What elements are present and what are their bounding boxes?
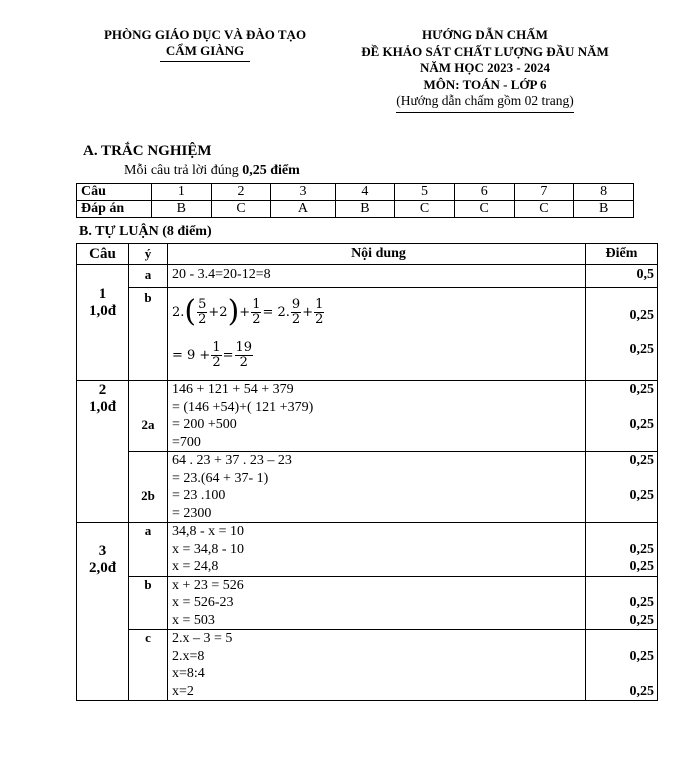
q3a-content [168,523,586,577]
q3a-line: 34,8 - x = 10 [172,524,245,539]
q2b-score-1: 0,25 [629,453,654,468]
q2b-label: 2b [129,452,168,523]
q3c-line: x=2 [172,683,194,699]
section-b-title: B. TỰ LUẬN (8 điểm) [79,224,212,239]
q3c-label: c [129,630,168,701]
q2b-line: = 2300 [172,505,212,521]
q2b-line: = 23 .100 [172,488,226,503]
q3a-score-1: 0,25 [629,541,654,557]
q3c-line: 2.x=8 [172,648,205,664]
q3a-line: x = 34,8 - 10 [172,541,245,557]
answer-label: Đáp án [77,201,152,218]
q2a-content [168,381,586,452]
q2a-line: =700 [172,434,201,450]
q3b-label: b [129,576,168,630]
q2-cell [77,381,129,523]
question-cell: 5 [395,184,455,201]
school-year: NĂM HỌC 2023 - 2024 [420,60,550,75]
q1a-label: a [129,265,168,288]
q3c-content [168,630,586,701]
question-cell: 1 [152,184,212,201]
q3a-line: x = 24,8 [172,559,219,574]
answer-cell: B [152,201,212,218]
section-a-title: A. TRẮC NGHIỆM [83,143,212,159]
q2-number: 2 [98,382,107,398]
q1b-label: b [129,288,168,381]
question-cell: 8 [574,184,634,201]
q1a-score: 0,5 [586,265,658,288]
question-cell: 3 [271,184,335,201]
district-name: CẨM GIÀNG [160,43,250,62]
q3-points: 2,0đ [88,560,117,576]
q3b-content [168,576,586,630]
answer-cell: B [335,201,395,218]
q2a-score-1: 0,25 [629,382,654,397]
doc-subtitle: ĐỀ KHẢO SÁT CHẤT LƯỢNG ĐẦU NĂM [361,43,609,59]
answer-cell: C [514,201,574,218]
q2b-content [168,452,586,523]
q1b-line1: 2. ( $\frac{5}{2}$ +2 ) + $\frac{1}{2}$ = 2. $\frac{9}{2}$ + $\frac{1}{2}$ [172,294,324,329]
q1a-content: 20 - 3.4=20-12=8 [168,265,586,288]
question-cell: 2 [211,184,271,201]
q1-cell [77,265,129,381]
question-cell: 7 [514,184,574,201]
q1b-score-1: 0,25 [629,308,654,323]
q2a-line: = 200 +500 [172,417,237,432]
q3b-score-2: 0,25 [629,612,654,628]
subject-grade: MÔN: TOÁN - LỚP 6 [423,76,547,92]
q3b-line: x + 23 = 526 [172,577,244,593]
page-note: (Hướng dẫn chấm gồm 02 trang) [396,93,574,113]
q3-cell [77,523,129,701]
q3c-line: 2.x – 3 = 5 [172,631,233,646]
q1b-score-2: 0,25 [629,342,654,357]
q1a-row [77,265,658,288]
q3c-line: x=8:4 [172,666,205,681]
q3a-score-2: 0,25 [629,559,654,574]
q3b-line: x = 503 [172,612,215,628]
q1-number: 1 [98,285,107,302]
q2a-line: = (146 +54)+( 121 +379) [172,399,314,415]
answer-cell: C [395,201,455,218]
q1b-scores [586,288,658,381]
document-title-block [335,27,635,113]
q3-number: 3 [98,543,107,559]
answer-cell: C [454,201,514,218]
q3b-row [77,576,658,630]
q2a-scores [586,381,658,452]
q1b-line2: = 9 + $\frac{1}{2}$ = $\frac{19}{2}$ [172,339,253,370]
answer-cell: C [211,201,271,218]
department-name: PHÒNG GIÁO DỤC VÀ ĐÀO TẠO [103,27,307,42]
answer-cell: A [271,201,335,218]
col-header-content: Nội dung [168,244,586,265]
department-header [80,27,330,62]
q3c-row [77,630,658,701]
table-header-row [77,244,658,265]
q3a-scores [586,523,658,577]
doc-title: HƯỚNG DẪN CHẤM [422,27,548,42]
col-header-cau: Câu [77,244,129,265]
q3a-label: a [129,523,168,577]
question-cell: 6 [454,184,514,201]
q2b-scores [586,452,658,523]
section-a-subtitle: Mỗi câu trả lời đúng 0,25 điểm [124,163,300,178]
q3c-score-1: 0,25 [629,648,654,664]
q1-points: 1,0đ [88,302,117,319]
q2-points: 1,0đ [88,399,117,415]
q2a-score-2: 0,25 [629,417,654,432]
question-cell: 4 [335,184,395,201]
col-header-score: Điểm [586,244,658,265]
q2b-score-2: 0,25 [629,488,654,503]
q1b-content [168,288,586,381]
q2b-line: 64 . 23 + 37 . 23 – 23 [172,453,292,468]
essay-answer-table [76,243,658,701]
q2a-row [77,381,658,452]
q3a-row [77,523,658,577]
q1b-row [77,288,658,381]
q2b-line: = 23.(64 + 37- 1) [172,470,269,486]
question-label: Câu [77,184,152,201]
col-header-y: ý [129,244,168,265]
q2a-line: 146 + 121 + 54 + 379 [172,382,294,397]
answer-cell: B [574,201,634,218]
q2a-label: 2a [129,381,168,452]
q3b-score-1: 0,25 [629,595,654,610]
q3c-scores [586,630,658,701]
q3b-line: x = 526-23 [172,595,234,610]
answer-row [77,201,634,218]
question-row [77,184,634,201]
q3c-score-2: 0,25 [629,683,654,699]
q3b-scores [586,576,658,630]
q2b-row [77,452,658,523]
multiple-choice-table [76,183,634,218]
